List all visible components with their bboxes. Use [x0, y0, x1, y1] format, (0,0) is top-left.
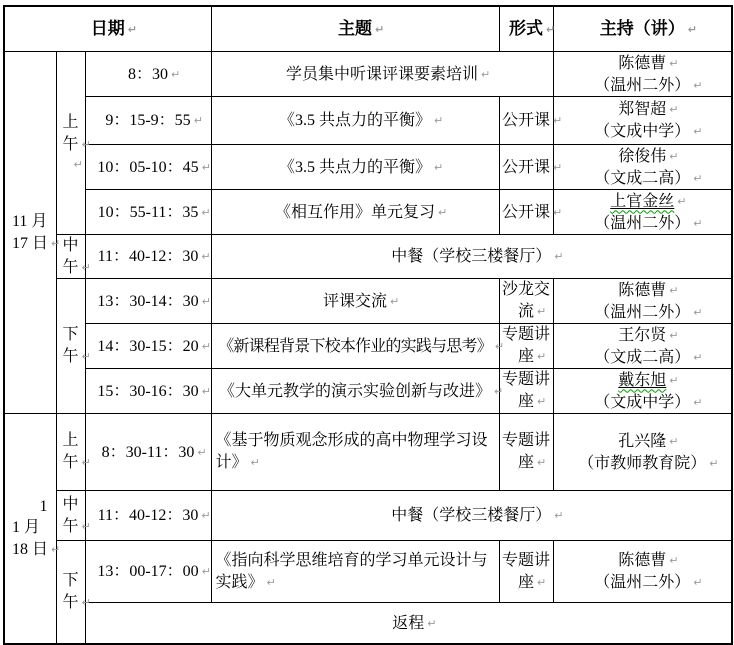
header-date: [4, 6, 211, 51]
topic-cell-lunch: [211, 490, 732, 540]
topic-label: 《指向科学思维培育的学习单元设计与实践》: [215, 551, 488, 591]
table-row: [4, 189, 732, 234]
form-cell: [499, 189, 553, 234]
host-name: 陈德曹: [618, 54, 667, 72]
table-row: [4, 540, 732, 602]
spellcheck-underline: 戴东旭: [618, 371, 667, 389]
topic-label: 评课交流: [323, 292, 388, 310]
time-label: 11：40-12：30: [97, 507, 199, 524]
table-row: [4, 490, 732, 540]
time-label: 10：05-10：45: [97, 158, 199, 176]
table-row: [4, 278, 732, 323]
header-host: [553, 6, 732, 51]
date-line: 1 月: [12, 519, 41, 537]
topic-label: 中餐（学校三楼餐厅）: [391, 507, 552, 524]
form-cell: [499, 540, 553, 602]
time-label: 15：30-16：30: [97, 382, 199, 400]
date-line: 17 日: [12, 234, 49, 252]
header-form-label: 形式: [509, 19, 544, 39]
host-name: 徐俊伟: [618, 147, 667, 165]
header-row: [4, 6, 732, 51]
host-cell: [553, 51, 732, 96]
host-org: （温州二外）: [594, 303, 691, 321]
time-label: 14：30-15：20: [97, 337, 199, 355]
schedule-table: [3, 5, 733, 645]
time-cell: [85, 96, 211, 144]
date-line: 1: [39, 498, 48, 516]
host-cell: [553, 189, 732, 234]
period-label: 中午: [62, 495, 79, 535]
table-row: [4, 96, 732, 144]
header-topic-label: 主题: [338, 19, 373, 39]
time-cell: [85, 323, 211, 368]
host-cell: [553, 144, 732, 189]
form-label: 公开课: [502, 158, 551, 176]
time-label: 8：30-11：30: [101, 443, 195, 461]
host-cell: [553, 278, 732, 323]
host-org: （温州二外）: [594, 214, 691, 232]
form-cell: [499, 323, 553, 368]
period-label: 上午: [62, 113, 79, 153]
topic-cell-lunch: [211, 234, 732, 278]
header-form: [499, 6, 553, 51]
table-row: [4, 234, 732, 278]
topic-label: 《3.5 共点力的平衡》: [279, 158, 432, 176]
period-label: 中午: [62, 236, 79, 276]
host-org: （文成二高）: [594, 348, 691, 366]
topic-label: 《大单元教学的演示实验创新与改进》: [219, 382, 492, 400]
time-cell: [85, 278, 211, 323]
time-cell: [85, 490, 211, 540]
table-row: [4, 323, 732, 368]
host-name: 陈德曹: [618, 281, 667, 299]
table-row: [4, 602, 732, 644]
table-row: [4, 368, 732, 413]
empty-paragraph: [57, 155, 85, 174]
host-org: （温州二外）: [594, 76, 691, 94]
topic-cell: [211, 278, 499, 323]
host-org: （文成中学）: [594, 393, 691, 411]
host-name: [556, 190, 730, 212]
date-cell-day2: [4, 413, 56, 644]
topic-cell: [211, 540, 499, 602]
time-cell: [85, 234, 211, 278]
table-row: [4, 51, 732, 96]
period-label: 下午: [62, 326, 79, 365]
host-name: 王尔贤: [618, 326, 667, 344]
time-label: 10：55-11：35: [97, 203, 199, 221]
form-label: 沙龙交流: [502, 281, 551, 320]
topic-cell: [211, 323, 499, 368]
host-org: （文成二高）: [594, 169, 691, 187]
host-name: 郑智超: [618, 101, 667, 118]
topic-label: 学员集中听课评课要素培训: [286, 65, 479, 83]
host-name: 孔兴隆: [618, 432, 667, 450]
time-cell: [85, 368, 211, 413]
topic-label: 中餐（学校三楼餐厅）: [391, 248, 552, 265]
topic-cell: [211, 413, 499, 490]
form-cell: [499, 144, 553, 189]
period-cell-am-day2: [56, 413, 85, 490]
period-label: 上午: [62, 432, 79, 471]
host-name: [556, 369, 730, 391]
form-label: 公开课: [502, 203, 551, 221]
table-row: [4, 413, 732, 490]
time-label: 13：30-14：30: [97, 292, 199, 310]
host-org: （市教师教育院）: [578, 454, 707, 472]
form-label: 专题讲座: [502, 551, 551, 591]
header-date-label: 日期: [90, 19, 125, 39]
topic-label: 《基于物质观念形成的高中物理学习设计》: [215, 432, 488, 471]
period-cell-noon-day2: [56, 490, 85, 540]
host-cell: [553, 323, 732, 368]
period-label: 下午: [62, 572, 79, 612]
period-cell-am-day1: [56, 51, 85, 234]
time-cell: [85, 189, 211, 234]
topic-cell: [211, 51, 553, 96]
host-cell: [553, 413, 732, 490]
form-cell: [499, 368, 553, 413]
form-label: 专题讲座: [502, 371, 551, 410]
period-cell-noon-day1: [56, 234, 85, 278]
host-cell: [553, 368, 732, 413]
form-cell: [499, 278, 553, 323]
form-label: 公开课: [502, 112, 551, 129]
time-cell: [85, 51, 211, 96]
header-topic: [211, 6, 499, 51]
time-cell: [85, 540, 211, 602]
date-cell-day1: [4, 51, 56, 413]
time-cell: [85, 144, 211, 189]
table-row: [4, 144, 732, 189]
header-host-label: 主持（讲）: [599, 19, 685, 39]
topic-label: 《3.5 共点力的平衡》: [279, 112, 432, 129]
host-cell: [553, 96, 732, 144]
spellcheck-underline: 上官金丝: [610, 192, 675, 210]
form-label: 专题讲座: [502, 326, 551, 365]
host-org: （文成中学）: [594, 123, 691, 140]
topic-cell: [211, 368, 499, 413]
form-cell: [499, 96, 553, 144]
period-cell-pm-day2: [56, 540, 85, 644]
time-label: 8：30: [128, 65, 169, 83]
time-label: 11：40-12：30: [97, 248, 199, 265]
period-cell-pm-day1: [56, 278, 85, 413]
date-line: 18 日: [12, 541, 49, 559]
time-cell: [85, 413, 211, 490]
host-name: 陈德曹: [618, 552, 667, 569]
topic-cell-return: [85, 602, 732, 644]
host-cell: [553, 540, 732, 602]
time-label: 9：15-9：55: [105, 112, 191, 129]
topic-label: 《相互作用》单元复习: [275, 203, 436, 221]
date-line: 11 月: [12, 212, 48, 230]
topic-cell: [211, 189, 499, 234]
topic-label: 《新课程背景下校本作业的实践与思考》: [218, 337, 492, 355]
topic-cell: [211, 144, 499, 189]
time-label: 13：00-17：00: [97, 563, 199, 580]
form-label: 专题讲座: [502, 432, 551, 471]
topic-cell: [211, 96, 499, 144]
form-cell: [499, 413, 553, 490]
host-org: （温州二外）: [594, 574, 691, 591]
topic-label: 返程: [392, 614, 425, 632]
